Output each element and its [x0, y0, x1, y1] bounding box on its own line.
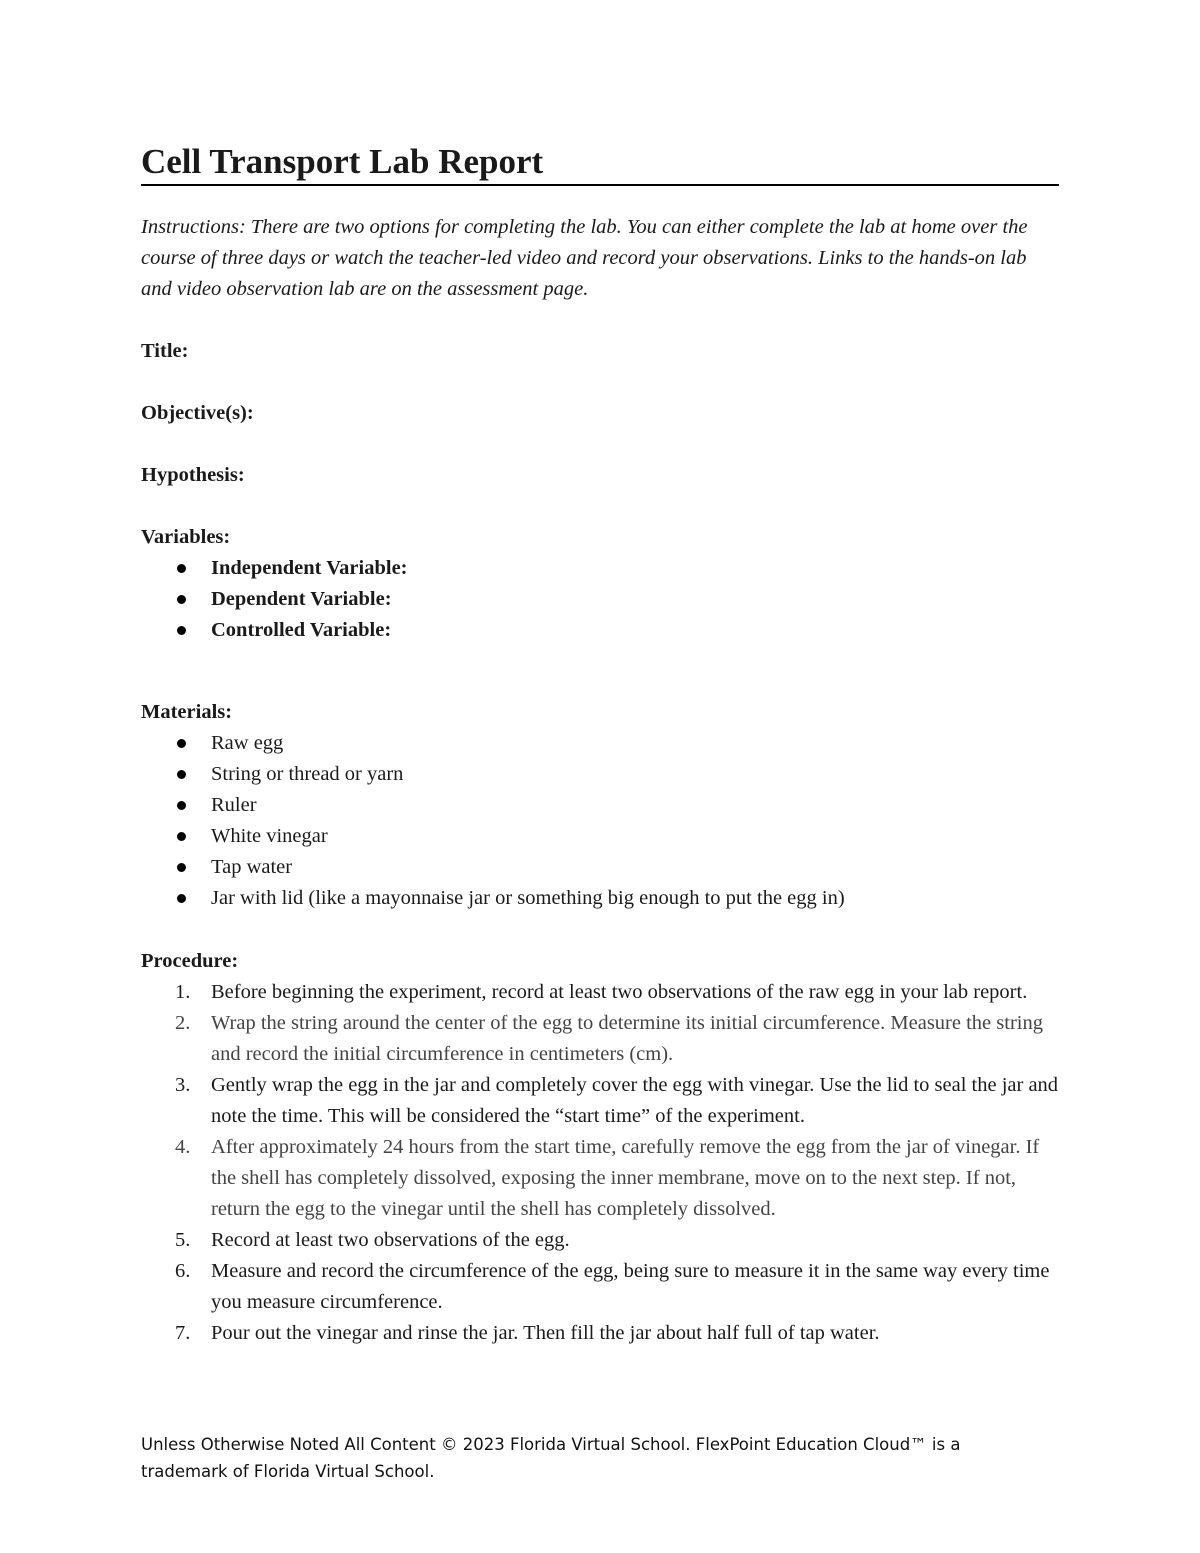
step-text: After approximately 24 hours from the start time, carefully remove the egg from the jar of vinegar. If the shell has completely dissolved, exposing the inner membrane, move on to the next step. If not, return the egg to the vinegar until the shell has completely dissolved.: [211, 1136, 1040, 1220]
list-item: [141, 759, 845, 790]
material-item: Tap water: [211, 856, 293, 878]
material-item: Jar with lid (like a mayonnaise jar or something big enough to put the egg in): [211, 887, 845, 909]
step-text: Gently wrap the egg in the jar and completely cover the egg with vinegar. Use the lid to seal the jar and note the time. This will be considered the “start time” of the experiment.: [211, 1074, 1059, 1127]
variables-list: [141, 553, 408, 646]
procedure-label: Procedure:: [141, 950, 239, 972]
material-item: White vinegar: [211, 825, 328, 847]
title-label: Title:: [141, 340, 189, 362]
procedure-step: [141, 1132, 1059, 1225]
variable-controlled: Controlled Variable:: [211, 619, 392, 641]
objectives-label: Objective(s):: [141, 402, 254, 424]
list-item: [141, 615, 408, 646]
list-item: [141, 728, 845, 759]
bullet-icon: [177, 595, 186, 604]
material-item: Raw egg: [211, 732, 284, 754]
list-item: [141, 553, 408, 584]
list-item: [141, 852, 845, 883]
step-number: 3.: [175, 1074, 191, 1096]
procedure-step: [141, 1070, 1059, 1132]
instructions-paragraph: Instructions: There are two options for completing the lab. You can either complete the lab at home over the course of three days or watch the teacher-led video and record your observations. Links to the hands-on lab and video observation lab are on the assessment page.: [141, 216, 1028, 300]
bullet-icon: [177, 626, 186, 635]
procedure-step: [141, 1256, 1059, 1318]
step-number: 4.: [175, 1136, 191, 1158]
step-number: 5.: [175, 1229, 191, 1251]
list-item: [141, 821, 845, 852]
step-number: 1.: [175, 981, 191, 1003]
bullet-icon: [177, 770, 186, 779]
step-number: 6.: [175, 1260, 191, 1282]
bullet-icon: [177, 739, 186, 748]
bullet-icon: [177, 894, 186, 903]
procedure-step: [141, 1225, 1059, 1256]
step-text: Measure and record the circumference of the egg, being sure to measure it in the same way every time you measure circumference.: [211, 1260, 1050, 1313]
list-item: [141, 883, 845, 914]
bullet-icon: [177, 801, 186, 810]
bullet-icon: [177, 832, 186, 841]
step-text: Record at least two observations of the egg.: [211, 1229, 570, 1251]
step-number: 2.: [175, 1012, 191, 1034]
materials-list: [141, 728, 845, 914]
step-number: 7.: [175, 1322, 191, 1344]
procedure-list: [141, 977, 1059, 1349]
step-text: Before beginning the experiment, record at least two observations of the raw egg in your lab report.: [211, 981, 1028, 1003]
variable-independent: Independent Variable:: [211, 557, 408, 579]
procedure-step: [141, 977, 1059, 1008]
step-text: Wrap the string around the center of the egg to determine its initial circumference. Measure the string and record the initial circumference in centimeters (cm).: [211, 1012, 1043, 1065]
procedure-step: [141, 1008, 1059, 1070]
variables-label: Variables:: [141, 526, 231, 548]
hypothesis-label: Hypothesis:: [141, 464, 245, 486]
procedure-step: [141, 1318, 1059, 1349]
materials-label: Materials:: [141, 701, 233, 723]
step-text: Pour out the vinegar and rinse the jar. Then fill the jar about half full of tap water.: [211, 1322, 880, 1344]
material-item: Ruler: [211, 794, 257, 816]
material-item: String or thread or yarn: [211, 763, 404, 785]
document-title: Cell Transport Lab Report: [141, 140, 1059, 186]
copyright-footer: Unless Otherwise Noted All Content © 2023 Florida Virtual School. FlexPoint Education Cloud™ is a trademark of Florida Virtual School.: [141, 1435, 961, 1481]
bullet-icon: [177, 863, 186, 872]
list-item: [141, 790, 845, 821]
bullet-icon: [177, 564, 186, 573]
variable-dependent: Dependent Variable:: [211, 588, 392, 610]
list-item: [141, 584, 408, 615]
